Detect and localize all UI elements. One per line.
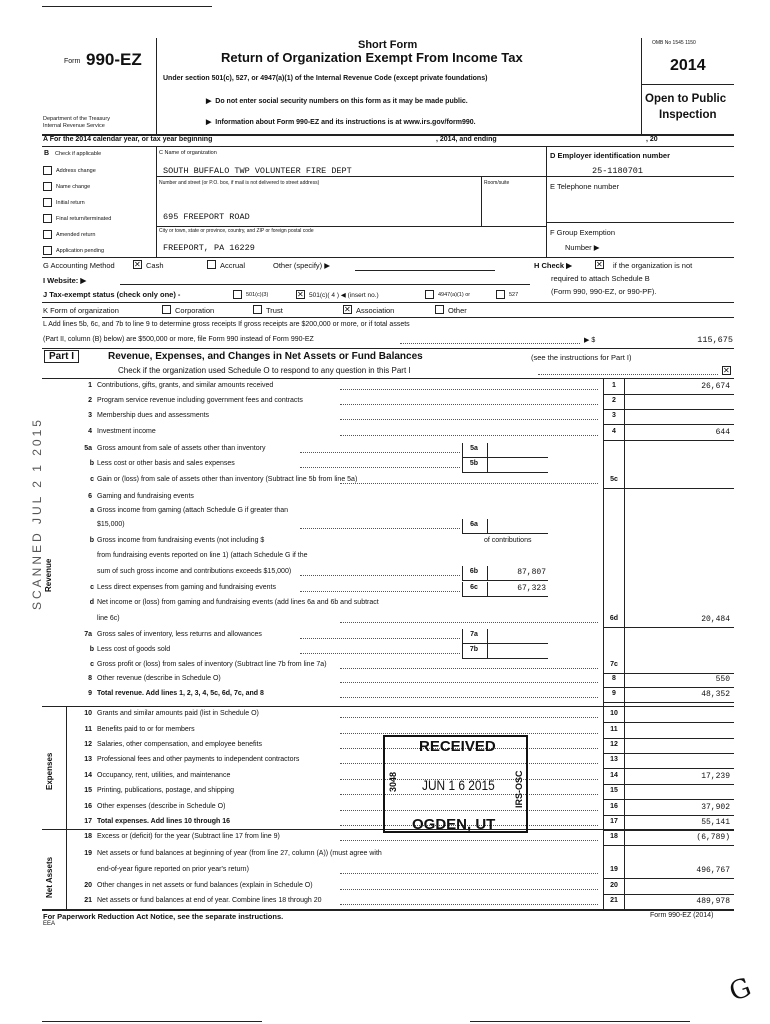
- line-box-rule: [603, 815, 734, 816]
- line-leader: [340, 697, 598, 698]
- line-number: b: [89, 460, 94, 467]
- received-stamp-date: JUN 1 6 2015: [422, 777, 495, 793]
- line-label: Net assets or fund balances at end of year. Combine lines 18 through 20: [97, 897, 322, 904]
- line-number: 4: [88, 428, 92, 435]
- line-label: Total revenue. Add lines 1, 2, 3, 4, 5c, 6d, 7c, and 8: [97, 690, 264, 697]
- application-pending-checkbox[interactable]: [43, 246, 52, 255]
- line-label: Occupancy, rent, utilities, and maintenance: [97, 772, 231, 779]
- phone-label: E Telephone number: [550, 182, 620, 191]
- mid-box-number: 5b: [469, 460, 479, 467]
- form-label: Form: [64, 58, 81, 65]
- line-box-rule: [603, 845, 734, 846]
- paperwork-notice: For Paperwork Reduction Act Notice, see the separate instructions.: [43, 912, 284, 921]
- line-box-number: 10: [610, 710, 618, 717]
- line-box-number: 1: [612, 382, 616, 389]
- 501c-checkbox[interactable]: [296, 290, 305, 299]
- line-leader: [340, 668, 598, 669]
- line-label: $15,000): [97, 521, 125, 528]
- line-label: sum of such gross income and contributions exceeds $15,000): [97, 568, 292, 575]
- line-amount[interactable]: 20,484: [701, 615, 730, 624]
- line-amount[interactable]: 26,674: [701, 382, 730, 391]
- room-divider: [481, 176, 482, 227]
- line-label: Other expenses (describe in Schedule O): [97, 803, 226, 810]
- line-number: 6: [88, 493, 92, 500]
- line-a-mid: , 2014, and ending: [436, 136, 497, 143]
- line-number: 9: [88, 690, 92, 697]
- line-box-rule: [603, 878, 734, 879]
- initial-return-label: Initial return: [56, 200, 85, 206]
- group-exemption-label: F Group Exemption: [550, 228, 616, 237]
- other-method-label: Other (specify) ▶: [273, 261, 331, 270]
- 4947-checkbox[interactable]: [425, 290, 434, 299]
- inspection: Inspection: [659, 109, 717, 121]
- line-label: Contributions, gifts, grants, and similar amounts received: [97, 382, 274, 389]
- line-box-rule: [603, 440, 734, 441]
- phone-rule: [546, 222, 734, 223]
- line-label: Printing, publications, postage, and shipping: [97, 787, 234, 794]
- irs-label: Internal Revenue Service: [43, 123, 105, 129]
- line-number: a: [90, 507, 94, 514]
- line-label: Gross income from gaming (attach Schedule G if greater than: [97, 507, 289, 514]
- part1-tag: Part I: [44, 350, 79, 363]
- street-rule: [156, 226, 546, 227]
- form-of-org-label: K Form of organization: [43, 306, 119, 315]
- line-l-text2: (Part II, column (B) below) are $500,000 or more, file Form 990 instead of Form 990-EZ: [43, 336, 314, 343]
- mid-box-number: 7a: [470, 631, 478, 638]
- line-number: c: [90, 661, 94, 668]
- line-label: Grants and similar amounts paid (list in Schedule O): [97, 710, 259, 717]
- line-h-check: H Check ▶: [534, 261, 572, 270]
- mid-box-rule: [462, 596, 548, 597]
- line-box-rule: [603, 894, 734, 895]
- line-box-number: 9: [612, 690, 616, 697]
- address-change-label: Address change: [56, 168, 96, 174]
- line-box-rule: [603, 394, 734, 395]
- association-label: Association: [356, 306, 395, 315]
- line-l-rule: [42, 348, 734, 349]
- line-label: Gross sales of inventory, less returns and allowances: [97, 631, 262, 638]
- line-number: 20: [84, 882, 92, 889]
- received-stamp-title: RECEIVED: [419, 738, 496, 755]
- line-leader: [340, 840, 598, 841]
- line-l-arrow: ▶ $: [584, 337, 596, 344]
- line-number: 21: [84, 897, 92, 904]
- expenses-side-label: Expenses: [45, 752, 54, 790]
- 501c3-checkbox[interactable]: [233, 290, 242, 299]
- final-return-label: Final return/terminated: [56, 216, 112, 222]
- mid-box-rule: [462, 658, 548, 659]
- trust-label: Trust: [266, 306, 283, 315]
- line-box-number: 2: [612, 397, 616, 404]
- side-label-border: [66, 706, 67, 909]
- part1-header-rule: [42, 378, 734, 379]
- eea-label: EEA: [43, 921, 56, 927]
- room-label: Room/suite: [484, 180, 510, 186]
- line-box-number: 14: [610, 772, 618, 779]
- line-label: Excess or (deficit) for the year (Subtract line 17 from line 9): [97, 833, 280, 840]
- header-divider-left: [156, 38, 157, 134]
- cash-checkbox[interactable]: [133, 260, 142, 269]
- line-amount[interactable]: (6,789): [696, 833, 730, 842]
- address-change-checkbox[interactable]: [43, 166, 52, 175]
- line-number: 12: [84, 741, 92, 748]
- corporation-label: Corporation: [175, 306, 215, 315]
- section-bcd-bottom-rule: [42, 257, 734, 258]
- street-address[interactable]: 695 FREEPORT ROAD: [163, 212, 250, 222]
- line-leader: [300, 591, 460, 592]
- other-method-field[interactable]: [355, 270, 495, 271]
- line-leader: [300, 638, 460, 639]
- line-number: 8: [88, 675, 92, 682]
- form-title: Return of Organization Exempt From Income Tax: [221, 50, 523, 65]
- line-label: Other changes in net assets or fund balances (explain in Schedule O): [97, 882, 313, 889]
- line-number: b: [89, 646, 94, 653]
- open-public: Open to Public: [645, 93, 727, 105]
- line-box-rule: [603, 673, 734, 674]
- line-label: Professional fees and other payments to independent contractors: [97, 756, 300, 763]
- mid-box-divider: [487, 644, 488, 658]
- line-box-rule: [603, 753, 734, 754]
- line-label: Membership dues and assessments: [97, 412, 210, 419]
- part1-title-note: (see the instructions for Part I): [531, 353, 632, 362]
- association-checkbox[interactable]: [343, 305, 352, 314]
- header-divider-right: [641, 38, 642, 134]
- line-label: Net income or (loss) from gaming and fundraising events (add lines 6a and 6b and subtract: [97, 599, 379, 606]
- schedule-o-text: Check if the organization used Schedule O to respond to any question in this Part I: [118, 366, 411, 375]
- net-assets-side-label: Net Assets: [45, 856, 54, 898]
- mid-box-divider: [487, 458, 488, 472]
- line-h-text4: (Form 990, 990-EZ, or 990-PF).: [551, 287, 657, 296]
- form-reference: Form 990-EZ (2014): [650, 912, 714, 919]
- other-org-label: Other: [448, 306, 467, 315]
- line-amount[interactable]: 37,902: [701, 803, 730, 812]
- line-label: Other revenue (describe in Schedule O): [97, 675, 221, 682]
- mid-amount[interactable]: 67,323: [517, 584, 546, 593]
- line-label: from fundraising events reported on line 1) (attach Schedule G if the: [97, 552, 308, 559]
- revenue-side-label: Revenue: [44, 558, 53, 592]
- line-box-rule: [603, 424, 734, 425]
- line-label: Salaries, other compensation, and employee benefits: [97, 741, 262, 748]
- line-box-number: 12: [610, 741, 618, 748]
- mid-box-number: 6c: [470, 584, 478, 591]
- line-number: 15: [84, 787, 92, 794]
- line-leader: [340, 904, 598, 905]
- line-l-text1: L Add lines 5b, 6c, and 7b to line 9 to determine gross receipts If gross receipts are $200,000 or more, or if total assets: [43, 321, 410, 328]
- mid-box-left-border: [462, 519, 463, 533]
- revenue-bottom-rule: [42, 706, 734, 707]
- line-amount[interactable]: 55,141: [701, 818, 730, 827]
- line-box-rule: [603, 722, 734, 723]
- line-box-rule: [603, 830, 734, 831]
- line-number: 7a: [84, 631, 92, 638]
- org-name[interactable]: SOUTH BUFFALO TWP VOLUNTEER FIRE DEPT: [163, 166, 352, 176]
- line-label: Total expenses. Add lines 10 through 16: [97, 818, 231, 825]
- line-a-end: , 20: [646, 136, 658, 143]
- line-box-number: 19: [610, 866, 618, 873]
- line-label: Less cost or other basis and sales expenses: [97, 460, 235, 467]
- check-applicable-label: Check if applicable: [55, 151, 102, 157]
- line-label: Gross amount from sale of assets other than inventory: [97, 445, 266, 452]
- line-number: 5a: [84, 445, 92, 452]
- mid-box-divider: [487, 629, 488, 643]
- line-k-rule: [42, 317, 734, 318]
- org-name-rule: [156, 176, 546, 177]
- line-box-number: 11: [610, 726, 618, 733]
- mid-box-left-border: [462, 458, 463, 472]
- line-box-number: 5c: [610, 476, 618, 483]
- part1-title: Revenue, Expenses, and Changes in Net Assets or Fund Balances: [108, 351, 423, 362]
- line-number: 14: [84, 772, 92, 779]
- line-label: Benefits paid to or for members: [97, 726, 195, 733]
- 4947-label: 4947(a)(1) or: [438, 292, 471, 298]
- schedule-b-checkbox[interactable]: [595, 260, 604, 269]
- line-amount[interactable]: 48,352: [701, 690, 730, 699]
- bullet-info: ▶ Information about Form 990-EZ and its instructions is at www.irs.gov/form990.: [206, 119, 476, 126]
- line-number: c: [90, 476, 94, 483]
- accrual-checkbox[interactable]: [207, 260, 216, 269]
- line-box-rule: [603, 687, 734, 688]
- mid-box-number: 6a: [470, 521, 478, 528]
- line-box-number: 3: [612, 412, 616, 419]
- street-label: Number and street (or P.O. box, if mail is not delivered to street address): [159, 180, 320, 186]
- line-leader: [340, 435, 598, 436]
- line-number: b: [89, 537, 94, 544]
- line-leader: [300, 467, 460, 468]
- line-leader: [340, 873, 598, 874]
- corporation-checkbox[interactable]: [162, 305, 171, 314]
- section-d-left-border: [546, 146, 547, 257]
- line-number: 17: [84, 818, 92, 825]
- mid-box-left-border: [462, 443, 463, 457]
- amended-return-label: Amended return: [56, 232, 96, 238]
- mid-box-left-border: [462, 629, 463, 643]
- line-number: 18: [84, 833, 92, 840]
- name-change-checkbox[interactable]: [43, 182, 52, 191]
- dept-label: Department of the Treasury: [43, 116, 110, 122]
- line-number: 10: [84, 710, 92, 717]
- line-box-number: 18: [610, 833, 618, 840]
- line-leader: [340, 483, 598, 484]
- line-box-number: 4: [612, 428, 616, 435]
- line-box-rule: [603, 768, 734, 769]
- accrual-label: Accrual: [220, 261, 246, 270]
- line-label: Gross profit or (loss) from sales of inventory (Subtract line 7b from line 7a): [97, 661, 327, 668]
- line-label: Gross income from fundraising events (not including $: [97, 537, 265, 544]
- line-box-rule: [603, 488, 734, 489]
- received-stamp-right-code: IRS-OSC: [514, 770, 524, 808]
- gross-receipts-amount[interactable]: 115,675: [697, 335, 733, 345]
- website-field[interactable]: [120, 284, 530, 285]
- name-change-label: Name change: [56, 184, 91, 190]
- schedule-o-checkbox[interactable]: [722, 366, 731, 375]
- line-amount[interactable]: 550: [715, 675, 730, 684]
- line-label: end-of-year figure reported on prior year's return): [97, 866, 249, 873]
- trust-checkbox[interactable]: [253, 305, 262, 314]
- scanned-stamp: SCANNED JUL 2 1 2015: [30, 417, 44, 610]
- line-box-rule: [603, 784, 734, 785]
- line-box-number: 13: [610, 756, 618, 763]
- line-number: 3: [88, 412, 92, 419]
- bullet-ssn: ▶ Do not enter social security numbers on this form as it may be made public.: [206, 98, 468, 105]
- line-extra-label: of contributions: [484, 537, 532, 544]
- line-number: c: [90, 584, 94, 591]
- line-number: 2: [88, 397, 92, 404]
- year-rule: [642, 84, 734, 85]
- line-j-rule: [42, 302, 734, 303]
- line-box-rule: [603, 909, 734, 910]
- ein-rule: [546, 176, 734, 177]
- line-number: 11: [84, 726, 92, 733]
- line-leader: [300, 575, 460, 576]
- omb-number: OMB No 1545 1150: [652, 40, 696, 46]
- line-box-number: 21: [610, 897, 618, 904]
- mid-box-number: 6b: [469, 568, 479, 575]
- line-label: Less direct expenses from gaming and fundraising events: [97, 584, 276, 591]
- line-number: d: [89, 599, 94, 606]
- line-h-text3: required to attach Schedule B: [551, 274, 650, 283]
- line-leader: [340, 682, 598, 683]
- final-return-checkbox[interactable]: [43, 214, 52, 223]
- line-amount[interactable]: 489,978: [696, 897, 730, 906]
- bottom-rule-left: [42, 1021, 262, 1022]
- line-box-rule: [603, 409, 734, 410]
- line-number: 13: [84, 756, 92, 763]
- line-amount[interactable]: 644: [715, 428, 730, 437]
- line-number: 19: [84, 850, 92, 857]
- line-amount[interactable]: 496,767: [696, 866, 730, 875]
- mid-box-rule: [462, 643, 548, 644]
- line-leader: [340, 404, 598, 405]
- line-box-rule: [603, 627, 734, 628]
- line-a-rule: [42, 146, 734, 147]
- handwritten-mark: G: [725, 972, 756, 1008]
- line-box-rule: [603, 702, 734, 703]
- line-box-number: 8: [612, 675, 616, 682]
- website-label: I Website: ▶: [43, 276, 87, 285]
- 501c3-label: 501(c)(3): [246, 292, 269, 298]
- tax-exempt-label: J Tax-exempt status (check only one) -: [43, 290, 181, 299]
- line-number: 1: [88, 382, 92, 389]
- amended-return-checkbox[interactable]: [43, 230, 52, 239]
- mid-amount[interactable]: 87,807: [517, 568, 546, 577]
- title-top: Short Form: [358, 39, 418, 51]
- mid-box-left-border: [462, 644, 463, 658]
- ein-label: D Employer identification number: [550, 151, 671, 160]
- line-box-number: 6d: [609, 615, 619, 622]
- form-number: 990-EZ: [86, 50, 142, 69]
- group-exemption-number: Number ▶: [565, 243, 600, 252]
- schedule-o-leader: [538, 374, 718, 375]
- line-label: line 6c): [97, 615, 120, 622]
- line-label: Gaming and fundraising events: [97, 493, 194, 500]
- mid-box-number: 5a: [470, 445, 478, 452]
- initial-return-checkbox[interactable]: [43, 198, 52, 207]
- bottom-rule-right: [470, 1021, 690, 1022]
- line-label: Program service revenue including government fees and contracts: [97, 397, 303, 404]
- line-amount[interactable]: 17,239: [701, 772, 730, 781]
- line-box-number: 16: [610, 803, 618, 810]
- line-leader: [340, 717, 598, 718]
- city-state-zip[interactable]: FREEPORT, PA 16229: [163, 243, 255, 253]
- line-leader: [300, 528, 460, 529]
- org-name-label: C Name of organization: [159, 150, 217, 156]
- accounting-method-label: G Accounting Method: [43, 261, 115, 270]
- line-a-label: A For the 2014 calendar year, or tax year beginning: [43, 136, 213, 143]
- line-box-number: 15: [610, 787, 618, 794]
- line-leader: [340, 622, 598, 623]
- line-label: Gain or (loss) from sale of assets other than inventory (Subtract line 5b from line 5a): [97, 476, 358, 483]
- 527-label: 527: [509, 292, 519, 298]
- section-b-label: B: [44, 150, 50, 157]
- received-stamp-city: OGDEN, UT: [412, 816, 496, 833]
- line-label: Less cost of goods sold: [97, 646, 171, 653]
- mid-box-rule: [462, 472, 548, 473]
- line-l-leader: [400, 343, 580, 344]
- application-pending-label: Application pending: [56, 248, 105, 254]
- line-leader: [340, 733, 598, 734]
- line-box-number: 7c: [610, 661, 618, 668]
- 501c-label: 501(c)( 4 ) ◀ (insert no.): [309, 292, 379, 299]
- 527-checkbox[interactable]: [496, 290, 505, 299]
- line-box-number: 17: [610, 818, 618, 825]
- line-leader: [300, 452, 460, 453]
- line-box-rule: [603, 738, 734, 739]
- line-leader: [340, 389, 598, 390]
- mid-box-divider: [487, 519, 488, 533]
- line-leader: [300, 653, 460, 654]
- top-rule: [42, 6, 212, 7]
- line-leader: [340, 419, 598, 420]
- line-h-text2: if the organization is not: [613, 261, 693, 270]
- section-c-left-border: [156, 146, 157, 257]
- received-stamp-left-code: 3048: [388, 771, 398, 792]
- form-subtitle: Under section 501(c), 527, or 4947(a)(1) of the Internal Revenue Code (except private foundations): [163, 75, 488, 82]
- line-label: Investment income: [97, 428, 156, 435]
- city-label: City or town, state or province, country, and ZIP or foreign postal code: [159, 228, 314, 234]
- mid-box-divider: [487, 443, 488, 457]
- cash-label: Cash: [146, 261, 164, 270]
- line-leader: [340, 889, 598, 890]
- ein-value[interactable]: 25-1180701: [592, 166, 644, 176]
- mid-box-number: 7b: [469, 646, 479, 653]
- line-number: 16: [84, 803, 92, 810]
- line-box-rule: [603, 799, 734, 800]
- tax-year: 2014: [670, 57, 706, 74]
- mid-box-rule: [462, 457, 548, 458]
- line-box-number: 20: [610, 882, 618, 889]
- mid-box-rule: [462, 580, 548, 581]
- mid-box-rule: [462, 533, 548, 534]
- line-label: Net assets or fund balances at beginning of year (from line 27, column (A)) (must agree with: [97, 850, 382, 857]
- other-org-checkbox[interactable]: [435, 305, 444, 314]
